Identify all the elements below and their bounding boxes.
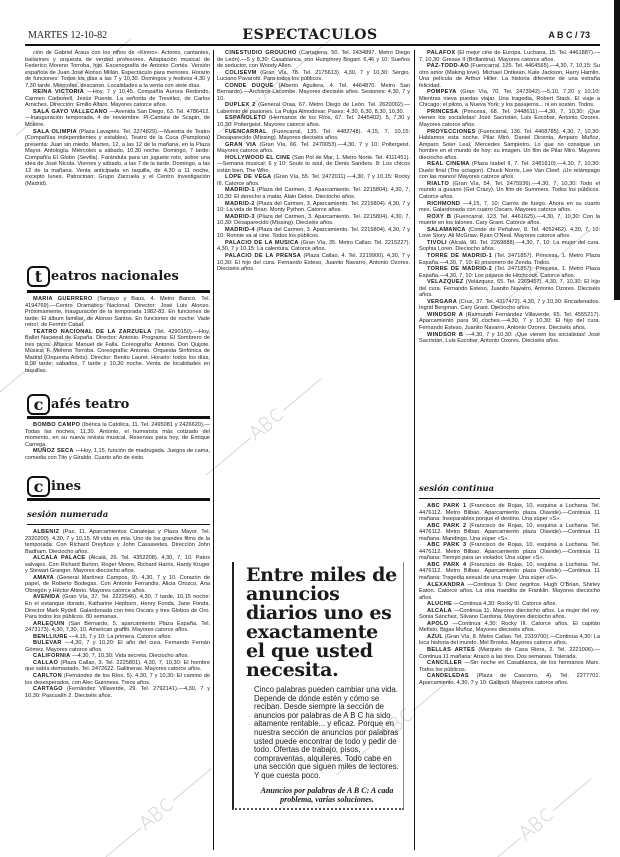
venue-name: CONDE DUQUE [225, 82, 274, 89]
page-number: A B C / 73 [548, 30, 590, 40]
column-2-listing [217, 50, 410, 555]
venue-details: (Alcalá, 26. Tel. 4352208). 4,30, 7, 10. Patos salvajes. Con Richard Burton, Roger Moore, Richard Harris, Hardy Kruger y Stewart Granger. Mayores dieciocho años. [25, 555, 211, 575]
venue-name: PALAFOX [427, 50, 456, 56]
venue-name: BOMBO CAMPO [33, 422, 81, 428]
listing-entry [217, 129, 410, 142]
continua-listing [419, 503, 600, 851]
venue-name: PROYECCIONES [427, 128, 476, 135]
cafes-listing [25, 422, 211, 461]
venue-name: MADRID-3 [225, 213, 255, 220]
venue-details: (Hermanos de los Ríos, 67. Tel. 2445402). 5, 7,30 y 10,30: Poltergeist. Mayores catorce años. [217, 115, 410, 129]
subsection-rule [419, 498, 600, 499]
venue-name: POMPEYA [427, 89, 457, 96]
venue-details: —Hoy, 1,15, función de madrugada. Juegos de cama, comedia con Tito y Giraldo. Cuarto año de éxito. [25, 448, 211, 461]
venue-name: ABC PARK 3 [427, 542, 467, 549]
venue-name: ABC PARK 4 [427, 561, 467, 568]
section-rule [27, 498, 210, 501]
venue-name: SALA GAYO VALLECANO [33, 108, 108, 115]
subsection-title: sesión continua [419, 484, 495, 494]
venue-name: PALACIO DE LA PRENSA [225, 252, 302, 259]
venue-details: (Cruz, 37. Tel. 4317472). 4,30, 7 y 10,30: Encadenados. Ingrid Bergman, Cary Grant. Dieciocho años. [419, 298, 600, 312]
listing-entry [25, 296, 210, 329]
venue-details: (Gran Vía, 35. Metro Callao. Tel. 2215227). 4,30, 7 y 10,15: La calentura. Catorce años. [217, 239, 410, 253]
listing-entry [217, 253, 410, 273]
venue-details: (Gran Vía, 55. Tel. 2472011).—4,30, 7 y 10,15: Rocky III. Catorce años. [217, 174, 411, 187]
cafes-header [27, 394, 129, 415]
venue-name: VELAZQUEZ [427, 279, 464, 286]
listing-entry [217, 214, 410, 227]
venue-name: CANDELEDAS [427, 673, 469, 680]
venue-details: (Fernández de los Ríos, 5). 4,30, 7 y 10,30: El camino de los desesperados, con Alec Guinness. Trece años. [25, 673, 210, 686]
venue-name: MARIA GUERRERO [33, 296, 93, 302]
venue-details: (Fuencarral, 135. Tel. 4482748). 4,15, 7, 10,15: Desaparecido (Missing). Mayores dieciséis años. [217, 128, 410, 142]
listing-entry [419, 227, 600, 240]
venue-name: ALUCHE [427, 601, 453, 608]
listing-entry [217, 115, 410, 128]
section-rule [27, 416, 210, 419]
listing-entry [25, 673, 210, 686]
venue-name: ALCALA PALACE [33, 555, 86, 562]
venue-details: (General Martínez Campos, 9). 4,30, 7 y 10. Corazón de papel, de Roberto Bodegas. Con Antonio Ferrandis, Alicia Orozco, Ana Obregón y Héctor Alterio. Mayores catorce años. [25, 574, 210, 594]
venue-name: ALEXANDRA [427, 581, 465, 588]
venue-name: ABC PARK 2 [427, 522, 467, 529]
listing-entry [419, 266, 600, 279]
venue-name: BENLLIURE [33, 633, 68, 640]
listing-entry [25, 329, 210, 375]
listing-entry [419, 109, 600, 129]
venue-name: PRINCESA [427, 108, 459, 115]
venue-name: TORRE DE MADRID-2 [427, 266, 493, 273]
venue-details: (Francisco de Rojas, 10, esquina a Luchana. Tel. 4476112. Metro Bilbao. Aparcamiento plaza Olavide).—Continua 11 mañana: Tiempo para un violador. Una súper «S». [419, 542, 600, 562]
section-title: ESPECTACULOS [242, 27, 378, 43]
venue-name: CANCILLER [427, 660, 463, 667]
column-3-top [419, 50, 600, 478]
section-title: eatros nacionales [51, 269, 179, 284]
venue-name: MADRID-2 [225, 200, 255, 207]
venue-name: LOPE DE VEGA [225, 174, 272, 181]
listing-entry [217, 142, 410, 155]
listing-entry [25, 555, 210, 575]
listing-entry [419, 582, 600, 602]
venue-details: (Gran Vía, 8. Metro Callao. Tel. 2319700).—Continua 4,30: La loca historia del mundo. Mel Brooks. Mayores catorce años. [419, 633, 600, 647]
venue-name: ARLEQUIN [33, 620, 65, 627]
venue-details: —Continua 11. Mayores dieciocho años. La mujer del rey. Sonia Sánchez, Silvano Cardona. Mayores dieciocho años. [419, 607, 600, 621]
venue-name: DUPLEX 2 [225, 102, 256, 109]
venue-details: (Plaza del Carmen, 3. Aparcamiento. Tel. 2215804). 4,30, 7, 10,30: Desaparecido (Missing). Dieciséis años. [217, 213, 411, 227]
listing-entry [217, 83, 410, 103]
venue-details: —Sin noche en Casablanca, de los hermanos Marx. Todos los públicos. [419, 660, 600, 673]
listing-entry [25, 594, 210, 620]
listing-entry [25, 109, 210, 129]
listing-entry [419, 503, 600, 523]
venue-name: CALLAO [33, 659, 59, 666]
listing-entry [25, 575, 210, 595]
section-rule [27, 290, 210, 293]
listing-entry [217, 240, 410, 253]
venue-details: (Francisco de Rojas, 10, esquina a Luchana. Tel. 4476112. Metro Bilbao. Aparcamiento plaza Olavide).—Continua 11 mañana: Inseparables porque el destino. Una súper «S». [419, 503, 600, 523]
venue-name: CARTAGO [33, 686, 63, 693]
venue-details: (Alcalá, 90. Tel. 2269888).—4,30, 7, 10: La mujer del cura. Sophia Loren. Dieciocho años. [419, 239, 600, 253]
listing-entry [217, 70, 410, 83]
venue-details: (Fernández Villaverde, 29. Tel. 2792141).—4,30, 7 y 10,30: Pascualín 2. Dieciséis años. [25, 686, 210, 699]
listing-entry [419, 89, 600, 109]
listing-entry [419, 621, 600, 634]
header-rule [25, 44, 600, 46]
venue-name: COLISEVM [225, 69, 257, 76]
venue-details: (El mejor cine de Europa. Luchana, 15. Tel. 4461887).—7, 10,30: Grease II (Brillantina). Mayores catorce años. [419, 50, 601, 63]
venue-details: (Gran Vía, 70. Tel. 2473942).—5,10, 7,20 y 10,10: Mientras nieva puedas viajar. Una tragedia, Robert Stack. El viaje a Chicago; el piloto, a Nueva York; y los pasajeros... ni en sostén. Todos. [419, 89, 600, 109]
venue-details: (Plaza del Carmen, 3. Aparcamiento. Tel. 2215804). 4,30, 7 y 10: Ronnie va al cine. Todos los públicos. [217, 226, 410, 240]
classified-ad [232, 562, 404, 810]
venue-details: (Fuencarral, 136. Tel. 4468785). 4,30, 7, 10,30: Hablamos esta noche. Pilar Miró. Daniel Dicenta, Amparo Muñoz, Amparo Soler Leal, Mercedes Sampietro. Lo que no consigue un hombre en el mundo de hoy: su imagen. Un film de Pilar Miró. Mayores dieciocho años. [419, 128, 600, 161]
venue-details: (Gran Vía, 78. Tel. 2175613). 4,30, 7 y 10,30: Sergio. Luciano Pavarotti. Para todos los públicos. [217, 69, 410, 83]
venue-name: CINESTUDIO GROUCHO [225, 50, 297, 56]
teatros-listing [25, 296, 211, 375]
venue-name: AMAYA [33, 574, 54, 581]
listing-entry [25, 621, 210, 634]
venue-details: (Fuencarral, 123. Tel. 4461625).—4,30, 7, 10,30: Con la muerte en los talones. Cary Grant. Catorce años. [419, 213, 600, 227]
venue-name: VERGARA [427, 298, 458, 305]
listing-entry [419, 253, 600, 266]
venue-details: (Tamayo y Baus, 4. Metro Banco. Tel. 4194769).—Centro Dramático Nacional. Director: José Luis Alonso. Próximamente, inauguración de la temporada 1982-83. En funciones de tarde: El álbum familiar, de Alonso Santos. En funciones de noche: Vade retro!, de Fermín Cabal. [25, 296, 210, 329]
column-divider [414, 50, 415, 850]
venue-details: (Gran Vía, 66. Tel. 2470053).—4,30, 7 y 10: Poltergeist. Mayores catorce años. [217, 141, 410, 155]
venue-details: ción de Gabriel Araus con los niños de «Kiniro». Actores, cantantes, bailarines y orquesta de verdad profesores. Adaptación musical de Federico Moreno Torroba, hijo. Escenografía de Antonio Cortés. Versión española de Juan José Alonso Millán. Espectáculo para menores. Horario de funciones: Todos los días a las 7 y 10,30. Domingos y festivos 4,30 y 7,30 tarde. Miércoles, descanso. Localidades a la venta con siete días. [25, 50, 210, 89]
listing-entry [419, 240, 600, 253]
venue-name: TORRE DE MADRID-1 [427, 252, 493, 259]
venue-details: —4,30, 7, 10,30: Vida secreta. Dieciocho años. [72, 653, 189, 660]
venue-details: (Velázquez, 65. Tel. 2269457). 4,30, 7, 10,30: El hijo del cura. Fernando Esteso, Juanito Navarro, Antonio Ozores. Dieciséis años. [419, 279, 601, 299]
venue-details: (Conde de Peñalver, 8. Tel. 4052462). 4,30, 7, 10: Love Story. Ali McGraw, Ryan O'Neal. Mayores catorce años. [419, 226, 600, 240]
venue-details: (General Oraa, 67. Metro Diego de León. Tel. 2620002).—Laberinto de pasiones. La Pulga Almodóvar. Pases: 4,30, 6,30, 8,30, 10,30. [217, 102, 410, 115]
venue-details: (Paz, 11. Aparcamientos Canalejas y Plaza Mayor. Tel. 2320200). 4,30, 7 y 10,15. Mi vida es mía. Uno de los grandes films de la temporada. Con Richard Dreyfuss y John Cassavetes. Dirección John Badham. Dieciocho años. [25, 529, 210, 555]
section-initial: c [27, 476, 50, 497]
subsection-rule [27, 524, 210, 525]
listing-entry [419, 673, 600, 686]
venue-name: MUÑOZ SECA [33, 448, 74, 455]
venue-details: (Francisco de Rojas, 10, esquina a Luchana. Tel. 4476112. Metro Bilbao. Aparcamiento plaza Olavide).—Continua 11 mañana: Tragedia sexual de una mujer. Una súper «S». [419, 561, 600, 582]
venue-details: (Gran Vía, 37. Tel. 2222546). 4,30, 7 tarde, 10,15 noche: En el estanque dorado, Katharine Hepburn, Henry Fonda, Jane Fonda. Director Mark Rydell. Galardonada con tres Oscars y tres Globos de Oro. Para todos los públicos. 80 semanas. [25, 594, 210, 621]
venue-details: (Plaza del Carmen, 3. Aparcamiento. Tel. 2215804). 4,30, 7 y 10: La vida de Brian. Monty Python. Catorce años. [217, 200, 410, 214]
venue-name: ROXY B [427, 213, 452, 220]
listing-entry [217, 187, 410, 200]
venue-details: (Tel. 2471857). Princesa, 1. Metro Plaza España.—4,30, 7, 10: Los pájaros de Hitchcock. Catorce años. [419, 266, 600, 279]
section-initial: t [27, 266, 50, 287]
listing-entry [419, 608, 600, 621]
venue-name: WINDSOR A [427, 311, 464, 318]
listing-entry [419, 332, 600, 345]
scan-edge [614, 0, 620, 300]
venue-details: (Tel. 2471857). Princesa, 1. Metro Plaza España.—4,30, 7, 10: El prisionero de Zenda. Todos. [419, 252, 600, 266]
venue-name: TIVOLI [427, 239, 447, 246]
listing-entry [25, 422, 210, 448]
listing-entry [25, 89, 210, 109]
venue-name: REAL CINEMA [427, 161, 470, 168]
venue-details: (Plaza del Carmen, 3. Aparcamiento. Tel. 2215804). 4,30, 7, 10,30: El derecho a matar. Alain Delon. Dieciocho años. [217, 187, 411, 201]
venue-details: —4,30, 7 y 10,20: El año del cura. Fernando Fernán Gómez. Mayores catorce años. [25, 640, 210, 653]
venue-details: —Hoy, 7 y 10,45. Compañía Aurora Redondo, Carmen Carbonell, Jesús Puente. La señorita de Trevélez, de Carlos Arniches. Dirección: Emilio Alfaro. Mayores catorce años. [25, 89, 211, 109]
listing-entry [419, 214, 600, 227]
listing-entry [217, 227, 410, 240]
venue-name: FUENCARRAL [225, 128, 267, 135]
venue-name: CARLTON [33, 673, 62, 680]
ad-body: Cinco palabras pueden cambiar una vida. Depende de dónde estén y cómo se reciban. Desde siempre la sección de anuncios por palabras de A B C ha sido altamente rentable... y eficaz. Porque en nuestra sección de anuncios por palabras usted puede encontrar de todo y pedir de todo. Ofertas de trabajo, pisos, compraventas, alquileres. Todo cabe en una sección que siguen miles de lectores. Y que cuesta poco. [254, 685, 399, 780]
venue-details: (Plaza Isabel II, 7. Tel. 2481610).—4,30, 7, 10,30: Duelo final (The octagon). Chuck Norris, Lee Van Cleef. ¡Un relámpago con las manos! Mayores catorce años. [419, 161, 600, 181]
ad-headline: Entre miles de anuncios diarios uno es exactamente el que usted necesita. [246, 564, 397, 681]
listing-entry [419, 129, 600, 162]
venue-name: WINDSOR B [427, 331, 464, 338]
section-title: afés teatro [51, 397, 130, 412]
venue-details: —Avenida San Diego, 63. Tel. 4786412.—Inauguración temporada, 4 de noviembre. Pl-Cantata de Scapin, de Molière. [25, 108, 210, 129]
venue-details: —4,15, 7, 10: Carros de fuego. Ahora en su cuarto mes. Galardonada con cuatro Oscars, Mayores catorce años. [419, 200, 600, 214]
listing-entry [419, 50, 600, 63]
listing-entry [25, 529, 210, 555]
listing-entry [217, 102, 410, 115]
venue-details: (Alberto Aguilera, 4. Tel. 4464870. Metro San Bernardo).—Archivos Lacombe. Mayores dieciséis años. Sesiones: 4,30, 7 y 10. [217, 82, 410, 102]
venue-details: (Raimundo Fernández Villaverde, 65. Tel. 4555217). Aparcamiento para 90 coches.—4,30, 7 y 10,30: El hijo del cura. Fernando Esteso, Juanito Navarro, Antonio Ozores. Dieciséis años. [419, 311, 601, 331]
listing-entry [217, 155, 410, 175]
listing-entry [419, 634, 600, 647]
venue-name: PALACIO DE LA MUSICA [225, 239, 299, 246]
venue-name: APOLO [427, 620, 449, 627]
venue-details: (San Pol de Mar, 1. Metro Norte. Tel. 4111451).—Semana musical: 6 y 10: Souls to soul, de Denis Sanders. 8: Los chicos están bien, The Who. [217, 154, 410, 174]
venue-name: TEATRO NACIONAL DE LA ZARZUELA [33, 328, 152, 335]
venue-details: (Plaza Lavapiés. Tel. 2274829).—Muestra de Teatro (Compañías independientes y estables). Teatro de la Cuca (Pamplona) presenta: Juan sin miedo. Martes, 12, a las 12 de la mañana, en la Plaza Mayor. Antología. Miércoles a sábado, 10,30 noche. Domingo, 7 tarde: Compañía El Globo (Sevilla). Farándula para un juguete roto, sobre una idea de José Nicola. Viernes y sábado, a las 7 de la tarde. Domingo, a las 12 de la mañana. Venta anticipada en taquilla, de 4,30 a 11 noche, excepto lunes. Patrocinan: Grupo Zarzuela y el Centro Investigación (Madrid). [25, 128, 210, 187]
venue-name: ESPAÑOLETO [225, 115, 267, 122]
subsection-title: sesión numerada [27, 510, 109, 520]
listing-entry [419, 562, 600, 582]
venue-details: (Plaza Callao, 3. Tel. 2225801). 4,30, 7, 10,30: El hombre que sabía demasiado. Tel. 2472622. Gallineras. Mayores catorce años. [25, 659, 210, 673]
column-divider [213, 50, 214, 850]
venue-name: PAZ-TODD-AO [427, 63, 469, 70]
venue-details: (Plaza de Cascorro, 4). Tel. 2277701. Aparcamiento. 4,30, 7 y 10: Gallipoli. Mayores catorce años. [419, 673, 600, 686]
cines-header [27, 476, 81, 497]
listing-entry [419, 63, 600, 89]
listing-entry [25, 686, 210, 699]
venue-details: (Marqués de Casa Riera, 2. Tel. 2221006).—Continua 11 mañana: Atraco a las tres. Dos semanas. Tolerada. [419, 647, 600, 660]
venue-details: (Ibérica la Católica, 11. Tel. 2495081 y 2426620).—Todas las noches, 11,30. Antonio, el humorista más cotizado del momento, en su nueva revista musical. Reservas para hoy, de Enrique Carrega. [25, 422, 210, 448]
listing-entry [25, 640, 210, 653]
cines-listing [25, 529, 210, 851]
venue-name: HOLLYWOOD EL CINE [225, 154, 291, 161]
listing-entry [419, 312, 600, 332]
venue-name: ABC PARK 1 [427, 503, 467, 509]
listing-entry [25, 50, 210, 89]
venue-details: (Plaza Callao, 4. Tel. 2219900). 4,30, 7 y 10,30: El hijo del cura. Fernando Esteso, Juanito Navarro, Antonio Ozores. Dieciséis años. [217, 252, 411, 273]
listing-entry [217, 201, 410, 214]
page-date: MARTES 12-10-82 [28, 30, 108, 41]
venue-details: (Francisco de Rojas, 10, esquina a Luchana. Tel. 4476112. Metro Bilbao. Aparcamiento plaza Olavide).—Continua 11 mañana: Mandingo. Una súper «S». [419, 522, 600, 542]
ad-signature: Anuncios por palabras de A B C: A cada problema, varias soluciones. [260, 785, 394, 804]
venue-name: SALAMANCA [427, 226, 466, 233]
listing-entry [217, 50, 410, 70]
section-title: ines [51, 479, 81, 494]
listing-entry [25, 129, 210, 188]
section-initial: c [27, 394, 50, 415]
venue-details: (Gran Vía, 54. Tel. 2475936).—4,30, 7, 10,30: Todo el mundo a gusano (Get Crazy). Un film de Summers. Todos los públicos. Catorce años. [419, 180, 600, 201]
venue-details: (Fuencarral, 125. Tel. 4464565).—4,30, 7, 10,15: Su otro amor (Making love). Michael Ontkean, Kate Jackson, Harry Hamlin. Una película de Arthur Hiller. La historia diferente de una extraña felicidad. [419, 63, 600, 89]
listing-entry [419, 279, 600, 299]
venue-details: (San Bernardo, 5, aparcamiento Plaza España. Tel. 2473173). 4,30, 7,30, 10. American graffiti. Mayores catorce años. [25, 620, 210, 634]
listing-entry [419, 161, 600, 181]
venue-details: —4,15, 7 y 10: La primera. Catorce años. [69, 633, 172, 640]
venue-details: —Continua 4,30: Rocky III. Catorce años. [453, 601, 557, 608]
venue-name: CALIFORNIA [33, 653, 71, 660]
venue-details: (Princesa, 68. Tel. 2448611).—4,30, 7, 10,30: ¡Que vienen los socialistas! José Sacristán, Luis Escobar, Antonio Ozores. Mayores catorce años. [419, 108, 600, 129]
listing-entry [419, 647, 600, 660]
venue-details: (Tel. 4290150).—Hoy, Ballet Nacional de España. Director: Antonio. Programa: El Sombrero de tres picos. Música: Manuel de Falla. Coreografía: Antonio. Don Quijote. Música: F. Moreno Torroba. Coreografía: Antonio. Orquesta Sinfónica de Madrid (Orquesta Arbós). Director: Benito Lauret. Horario: todos los días, 8,00 tarde; sábados, 7 tarde y 10,30 noche. Venta de localidades en taquillas. [25, 328, 211, 375]
listing-entry [25, 448, 210, 461]
venue-details: —Continua 4,30: Rocky III. Catorce años. El capitán Mefisto, Bigas Muñoz, Mayores dieciséis años. [419, 620, 600, 634]
venue-name: ALBENIZ [33, 529, 60, 535]
venue-name: AVENIDA [33, 594, 60, 601]
venue-name: RIALTO [427, 180, 450, 187]
listing-entry [419, 299, 600, 312]
venue-details: —Continua 5: Diez negritos. Hugh O'Brian, Shirley Eaton. Catorce años. La otra mandita de Franklin. Mayores dieciocho años. [419, 581, 601, 601]
venue-details: —4,30, 7 y 10,30: ¡Que vienen los socialistas! José Sacristán, Luis Escobar, Antonio Ozores. Dieciséis años. [419, 331, 600, 345]
teatros-header [27, 266, 179, 287]
listing-entry [419, 542, 600, 562]
venue-details: (Cartagena, 50. Tel. 2434897. Metro Diego de León).—5 y 8,30: Casablanca, con Humphrey Bogart. 6,46 y 10: Sueños de seductor, con Woody Allen. [217, 50, 410, 70]
column-1-top [25, 50, 210, 228]
listing-entry [419, 523, 600, 543]
listing-entry [217, 174, 410, 187]
listing-entry [25, 660, 210, 673]
venue-name: GRAN VIA [225, 141, 257, 148]
venue-name: BELLAS ARTES [427, 647, 476, 654]
venue-name: ALCALA [427, 607, 452, 614]
listing-entry [419, 181, 600, 201]
venue-name: AZUL [427, 633, 444, 640]
listing-entry [419, 660, 600, 673]
venue-name: SALA OLIMPIA [33, 128, 77, 135]
venue-name: RICHMOND [427, 200, 461, 207]
venue-name: MADRID-1 [225, 187, 255, 194]
venue-name: BULEVAR [33, 640, 62, 647]
venue-name: MADRID-4 [225, 226, 255, 233]
listing-entry [419, 201, 600, 214]
venue-name: REINA VICTORIA [33, 89, 85, 96]
